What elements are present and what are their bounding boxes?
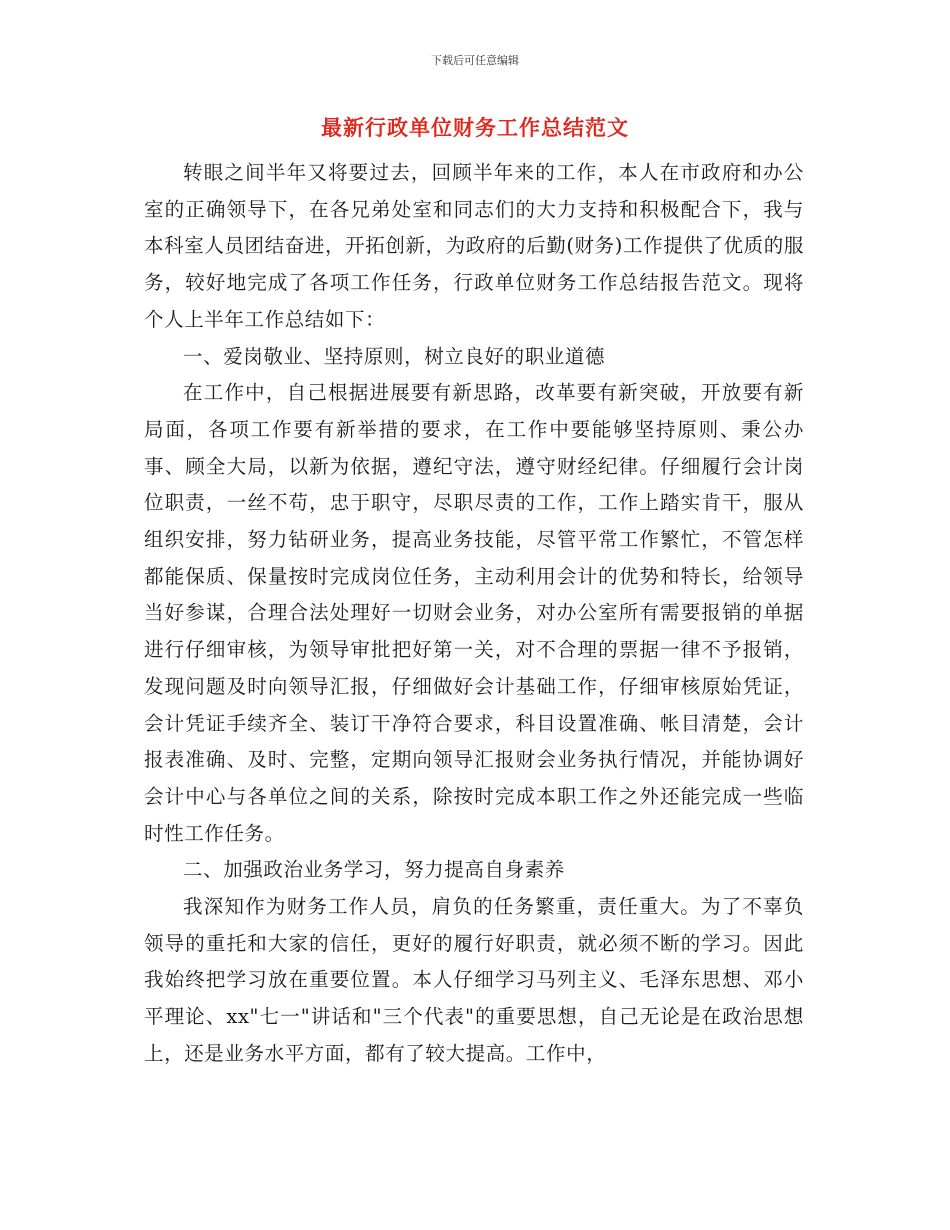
page-header-note: 下载后可任意编辑: [431, 54, 519, 67]
section-heading-2: 二、加强政治业务学习，努力提高自身素养: [183, 858, 565, 882]
paragraph-section-1: 在工作中，自己根据进展要有新思路，改革要有新突破，开放要有新局面，各项工作要有新举措的要求，在工作中要能够坚持原则、秉公办事、顾全大局，以新为依据，遵纪守法，遵守财经纪律。仔细履行会计岗位职责，一丝不苟，忠于职守，尽职尽责的工作，工作上踏实肯干，服从组织安排，努力钻研业务，提高业务技能，尽管平常工作繁忙，不管怎样都能保质、保量按时完成岗位任务，主动利用会计的优势和特长，给领导当好参谋，合理合法处理好一切财会业务，对办公室所有需要报销的单据进行仔细审核，为领导审批把好第一关，对不合理的票据一律不予报销，发现问题及时向领导汇报，仔细做好会计基础工作，仔细审核原始凭证，会计凭证手续齐全、装订干净符合要求，科目设置准确、帐目清楚，会计报表准确、及时、完整，定期向领导汇报财会业务执行情况，并能协调好会计中心与各单位之间的关系，除按时完成本职工作之外还能完成一些临时性工作任务。: [144, 381, 804, 845]
section-heading-1: 一、爱岗敬业、坚持原则，树立良好的职业道德: [183, 344, 606, 368]
paragraph-intro: 转眼之间半年又将要过去，回顾半年来的工作，本人在市政府和办公室的正确领导下，在各兄弟处室和同志们的大力支持和积极配合下，我与本科室人员团结奋进，开拓创新，为政府的后勤(财务)工作提供了优质的服务，较好地完成了各项工作任务，行政单位财务工作总结报告范文。现将个人上半年工作总结如下：: [144, 161, 804, 331]
document-body: [144, 155, 804, 1073]
document-title: 最新行政单位财务工作总结范文: [321, 116, 629, 140]
paragraph-section-2: 我深知作为财务工作人员，肩负的任务繁重，责任重大。为了不辜负领导的重托和大家的信任，更好的履行好职责，就必须不断的学习。因此我始终把学习放在重要位置。本人仔细学习马列主义、毛泽东思想、邓小平理论、xx"七一"讲话和"三个代表"的重要思想，自己无论是在政治思想上，还是业务水平方面，都有了较大提高。工作中，: [144, 895, 804, 1065]
